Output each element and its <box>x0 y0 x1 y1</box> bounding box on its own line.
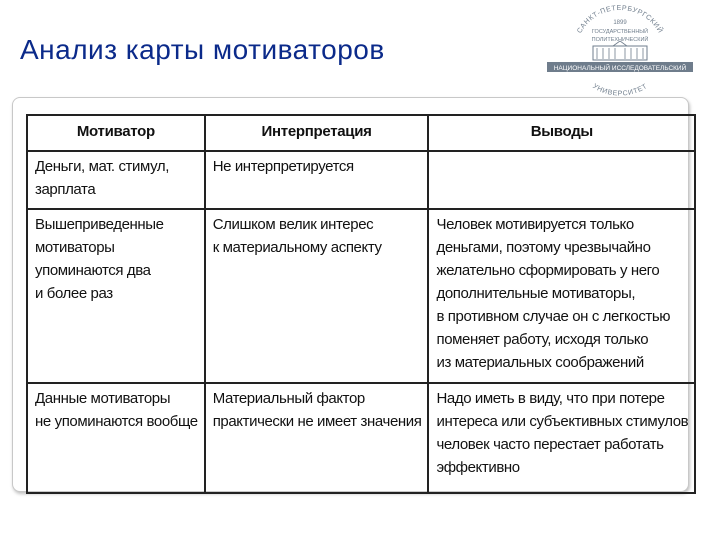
text-line: Человек мотивируется только <box>436 216 634 233</box>
text-line: человек часто перестает работать <box>436 436 664 453</box>
text-line: Надо иметь в виду, что при потере <box>436 390 665 407</box>
text-line: Данные мотиваторы <box>35 390 171 407</box>
text-line: не упоминаются вообще <box>35 413 198 430</box>
text-line: Материальный фактор <box>212 390 365 407</box>
cell-motivator <box>27 383 205 493</box>
cell-motivator <box>27 151 205 209</box>
header-motivator: Мотиватор <box>27 115 205 151</box>
text-line: мотиваторы <box>35 239 115 256</box>
cell-motivator <box>27 209 205 383</box>
cell-interpretation <box>205 383 429 493</box>
text-line: Вышеприведенные <box>35 216 164 233</box>
text-line: упоминаются два <box>35 262 151 279</box>
text-line: практически не имеет значения <box>212 413 422 430</box>
cell-interpretation <box>205 209 429 383</box>
university-logo <box>545 4 695 100</box>
text-line: деньгами, поэтому чрезвычайно <box>436 239 651 256</box>
text-line: поменяет работу, исходя только <box>436 331 649 348</box>
text-line: Деньги, мат. стимул, <box>35 158 169 175</box>
header-conclusions: Выводы <box>428 115 695 151</box>
text-line: к материальному аспекту <box>212 239 382 256</box>
text-line: дополнительные мотиваторы, <box>436 285 636 302</box>
cell-conclusion <box>428 383 695 493</box>
cell-conclusion <box>428 151 695 209</box>
logo-line3: НАЦИОНАЛЬНЫЙ ИССЛЕДОВАТЕЛЬСКИЙ <box>553 65 687 72</box>
cell-conclusion <box>428 209 695 383</box>
text-line: в противном случае он с легкостью <box>436 308 671 325</box>
header-interpretation: Интерпретация <box>205 115 429 151</box>
text-line: Не интерпретируется <box>212 158 354 175</box>
text-line: Слишком велик интерес <box>212 216 374 233</box>
svg-text:УНИВЕРСИТЕТ <box>591 83 649 98</box>
logo-line1: ГОСУДАРСТВЕННЫЙ <box>591 29 649 35</box>
logo-year: 1899 <box>613 20 627 26</box>
logo-arc-bottom-text: УНИВЕРСИТЕТ <box>591 82 649 98</box>
text-line: зарплата <box>35 181 96 198</box>
table-row <box>27 383 695 493</box>
table-header-row <box>27 115 695 151</box>
text-line: из материальных соображений <box>436 354 644 371</box>
logo-arc-top-text: САНКТ-ПЕТЕРБУРГСКИЙ <box>576 4 664 35</box>
logo-line2: ПОЛИТЕХНИЧЕСКИЙ <box>591 37 649 43</box>
text-line: желательно сформировать у него <box>436 262 660 279</box>
cell-interpretation <box>205 151 429 209</box>
table-row <box>27 209 695 383</box>
slide-title: Анализ карты мотиваторов <box>20 34 385 65</box>
table-row <box>27 151 695 209</box>
text-line: эффективно <box>436 459 520 476</box>
text-line: интереса или субъективных стимулов <box>436 413 689 430</box>
motivator-table <box>26 114 696 494</box>
text-line: и более раз <box>35 285 113 302</box>
